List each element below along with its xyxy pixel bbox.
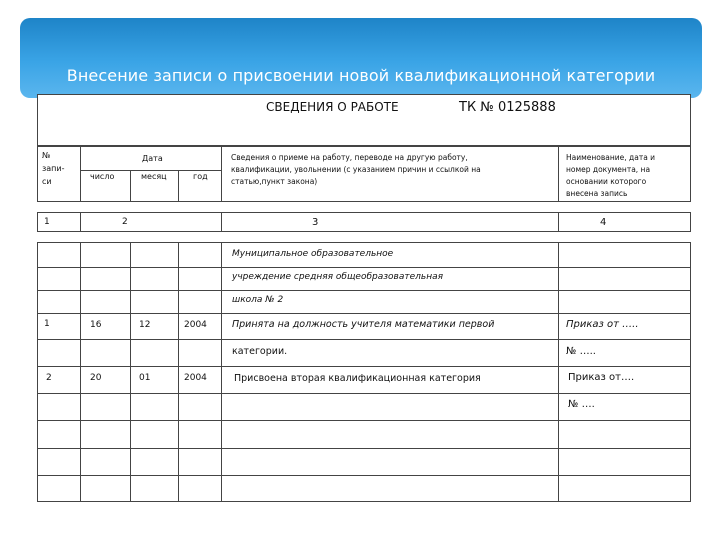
row1-month: 12 [139,320,151,330]
org-line-1: Муниципальное образовательное [232,249,394,259]
row1b-doc: № ….. [566,346,596,357]
number-4: 4 [600,217,607,228]
row2-day: 20 [90,373,102,383]
doc-label-1: Наименование, дата и [566,153,656,162]
number-3: 3 [312,217,319,228]
slide-title: Внесение записи о присвоении новой квалификационной категории [66,66,656,85]
doc-label-3: основании которого [566,177,647,186]
row1b-info: категории. [232,346,288,357]
row1-number: 1 [44,319,50,329]
col-num-label-3: си [42,177,52,186]
number-2: 2 [122,217,128,227]
year-label: год [193,172,208,181]
work-info-title: СВЕДЕНИЯ О РАБОТЕ [266,100,399,114]
month-label: месяц [141,172,167,181]
org-line-3: школа № 2 [232,295,284,305]
row2-number: 2 [46,373,52,383]
row2-info: Присвоена вторая квалификационная категория [234,373,481,384]
doc-label-4: внесена запись [566,189,628,198]
number-1: 1 [44,217,50,227]
numbering-row [37,212,691,232]
row1-info: Принята на должность учителя математики первой [232,319,495,330]
row2-doc: Приказ от…. [568,372,635,383]
row1-doc: Приказ от ….. [566,319,639,330]
row2-year: 2004 [184,373,207,383]
date-label: Дата [142,154,163,163]
info-label-2: квалификации, увольнении (с указанием причин и ссылкой на [231,165,481,174]
row1-year: 2004 [184,320,207,330]
tk-number: ТК № 0125888 [459,100,556,115]
info-label-3: статью,пункт закона) [231,177,318,186]
title-band [20,18,702,98]
col-num-label-1: № [42,151,51,160]
row2b-doc: № …. [568,399,595,410]
row2-month: 01 [139,373,151,383]
org-line-2: учреждение средняя общеобразовательная [232,272,444,282]
row1-day: 16 [90,320,102,330]
info-label-1: Сведения о приеме на работу, переводе на другую работу, [231,153,468,162]
col-num-label-2: запи- [42,164,65,173]
doc-label-2: номер документа, на [566,165,651,174]
day-label: число [90,172,115,181]
